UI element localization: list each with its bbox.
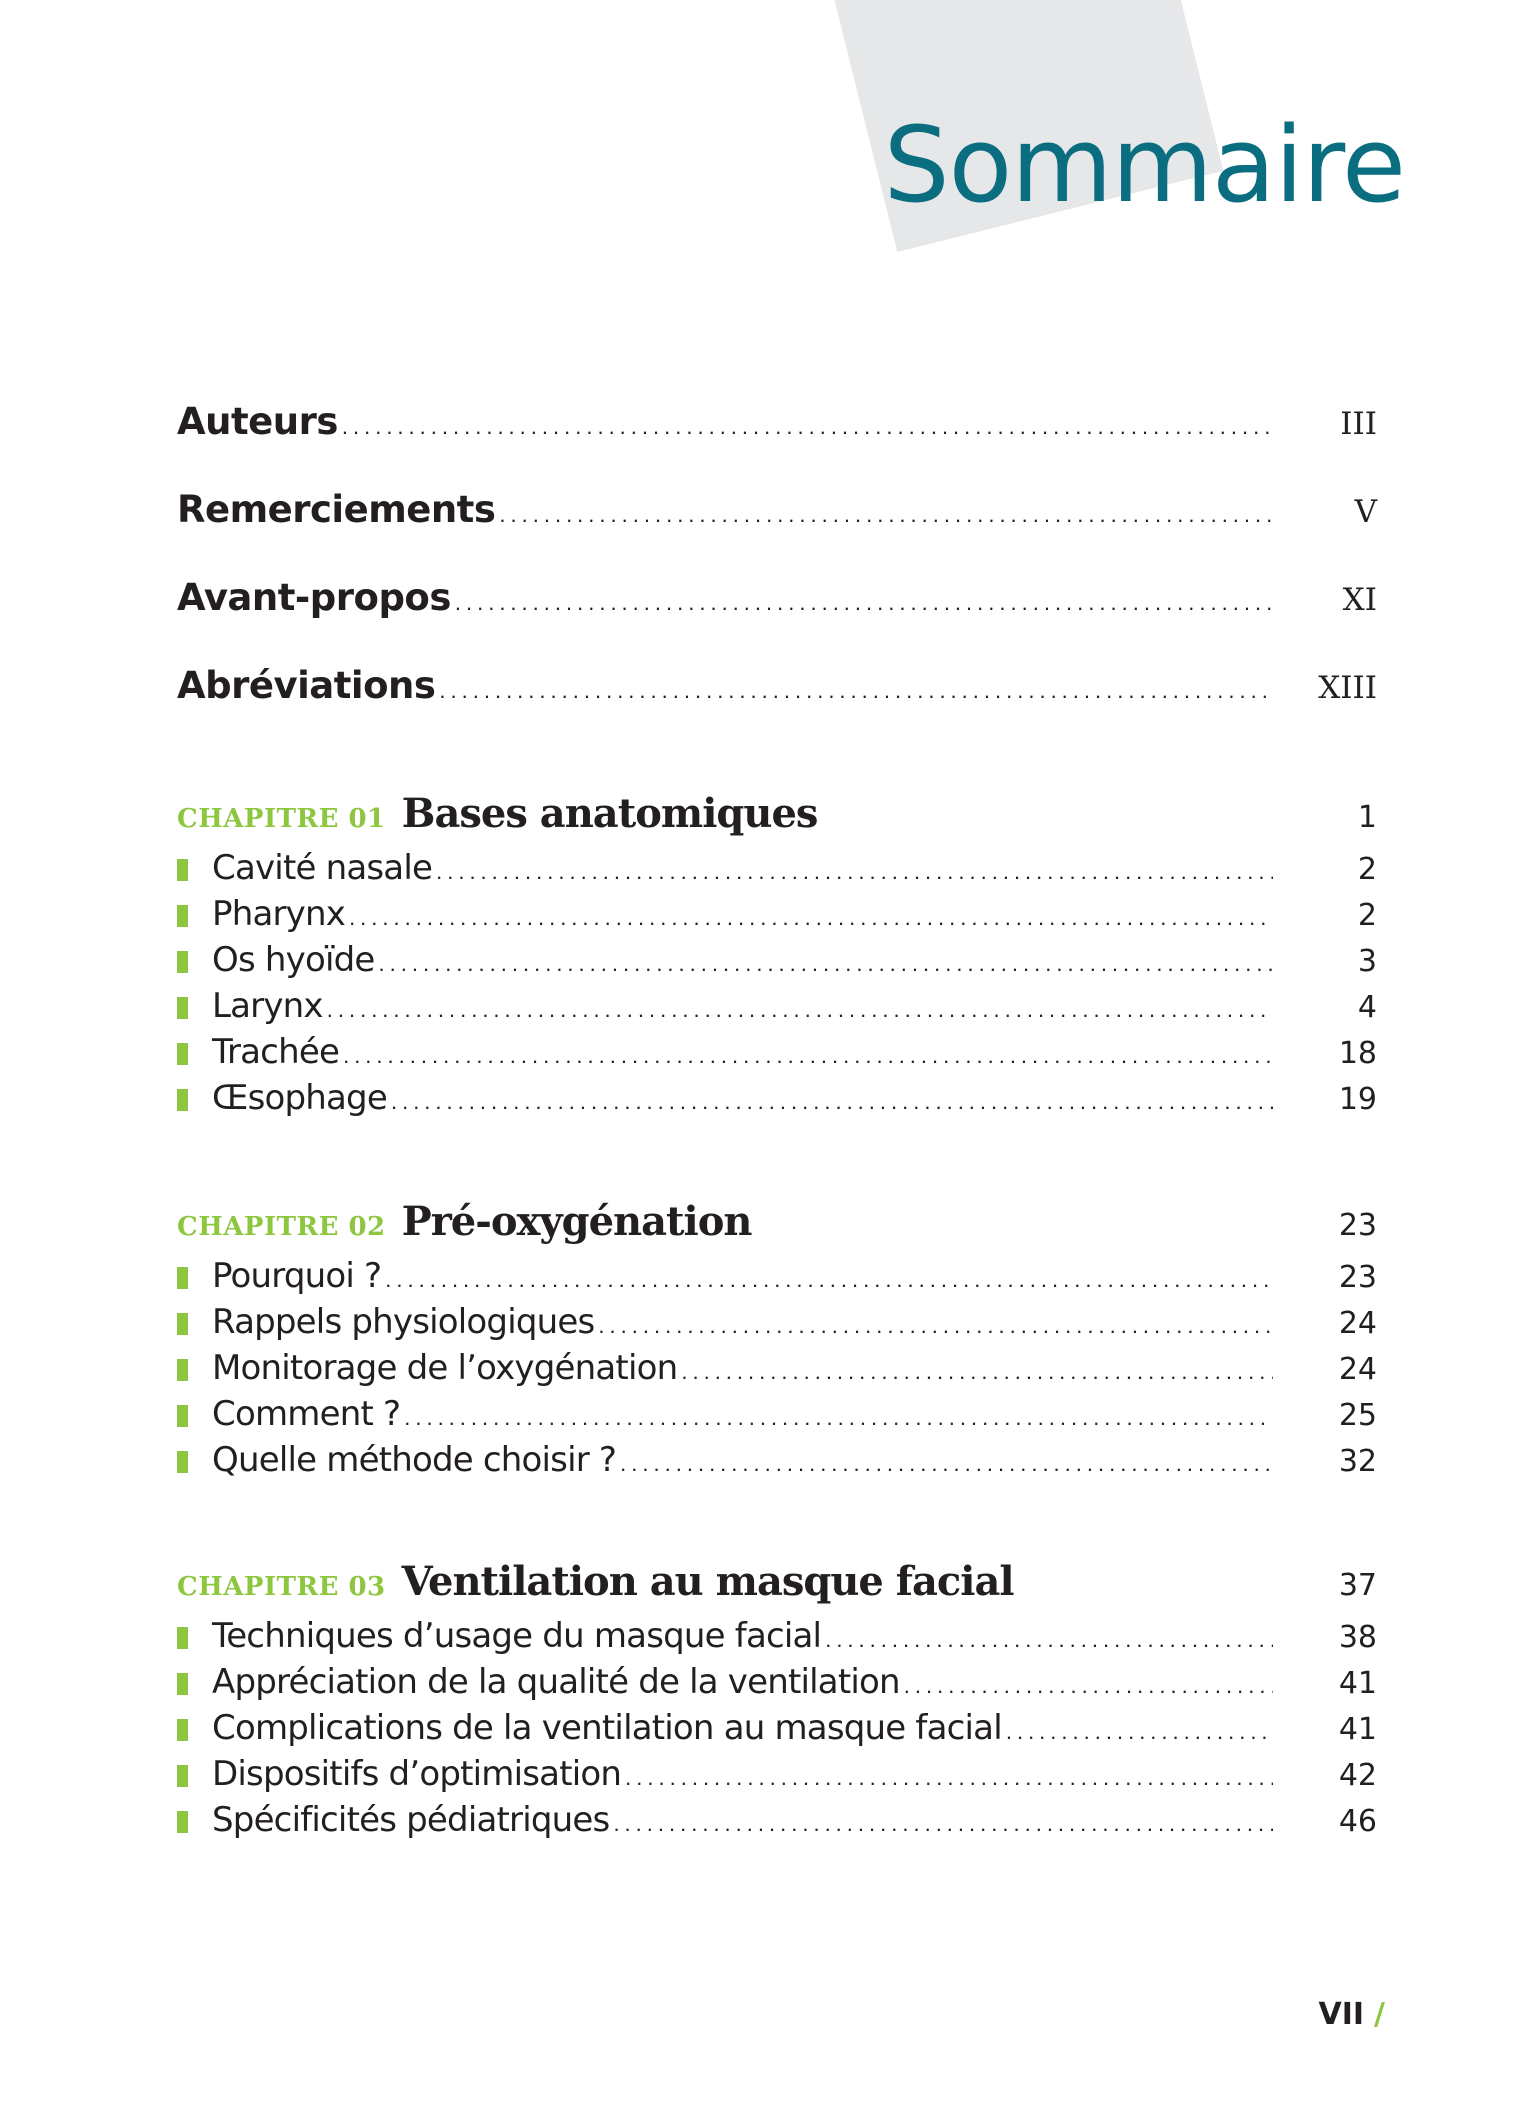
- toc-item-page: 19: [1338, 1082, 1377, 1117]
- bullet-marker: [177, 905, 188, 927]
- toc-entry-label: Auteurs: [177, 400, 338, 443]
- page-title: Sommaire: [883, 104, 1405, 226]
- toc-item-page: 42: [1338, 1758, 1377, 1793]
- bullet-marker: [177, 1719, 188, 1741]
- chapter-heading[interactable]: [177, 1558, 1377, 1616]
- chapter-01-section: [177, 790, 1377, 1124]
- chapter-page: 1: [1357, 800, 1377, 835]
- toc-item[interactable]: [177, 1302, 1377, 1348]
- bullet-marker: [177, 1043, 188, 1065]
- dot-leader: [1002, 1719, 1273, 1745]
- toc-item-label: Comment ?: [212, 1394, 401, 1434]
- chapter-03-section: [177, 1558, 1377, 1846]
- bullet-marker: [177, 1451, 188, 1473]
- toc-item-page: 4: [1357, 990, 1377, 1025]
- toc-item-label: Pharynx: [212, 894, 346, 934]
- toc-entry-page: XI: [1342, 582, 1377, 618]
- bullet-marker: [177, 1405, 188, 1427]
- dot-leader: [609, 1811, 1273, 1837]
- toc-item-page: 41: [1338, 1712, 1377, 1747]
- dot-leader: [338, 414, 1273, 440]
- bullet-marker: [177, 1359, 188, 1381]
- toc-item-page: 38: [1338, 1620, 1377, 1655]
- bullet-marker: [177, 997, 188, 1019]
- toc-item-label: Complications de la ventilation au masque facial: [212, 1708, 1002, 1748]
- dot-leader: [323, 997, 1273, 1023]
- toc-item[interactable]: [177, 1708, 1377, 1754]
- dot-leader: [616, 1451, 1273, 1477]
- chapter-number: CHAPITRE 01: [177, 804, 386, 834]
- folio-number: VII: [1318, 1997, 1365, 2032]
- chapter-title: Ventilation au masque facial: [401, 1558, 1014, 1605]
- bullet-marker: [177, 951, 188, 973]
- dot-leader: [400, 1405, 1273, 1431]
- toc-item-label: Rappels physiologiques: [212, 1302, 595, 1342]
- chapter-title: Bases anatomiques: [401, 790, 818, 837]
- toc-item-label: Techniques d’usage du masque facial: [212, 1616, 822, 1656]
- toc-item[interactable]: [177, 1032, 1377, 1078]
- toc-entry-page: III: [1340, 406, 1377, 442]
- toc-item-label: Trachée: [212, 1032, 340, 1072]
- toc-entry-auteurs[interactable]: [177, 400, 1377, 488]
- dot-leader: [451, 590, 1273, 616]
- dot-leader: [375, 951, 1273, 977]
- toc-item[interactable]: [177, 1394, 1377, 1440]
- toc-item[interactable]: [177, 940, 1377, 986]
- toc-item[interactable]: [177, 848, 1377, 894]
- toc-item[interactable]: [177, 1440, 1377, 1486]
- toc-item-page: 25: [1338, 1398, 1377, 1433]
- toc-item[interactable]: [177, 1662, 1377, 1708]
- toc-item-label: Dispositifs d’optimisation: [212, 1754, 622, 1794]
- toc-item-label: Os hyoïde: [212, 940, 375, 980]
- toc-item[interactable]: [177, 1800, 1377, 1846]
- chapter-number: CHAPITRE 02: [177, 1212, 386, 1242]
- bullet-marker: [177, 859, 188, 881]
- toc-item-label: Monitorage de l’oxygénation: [212, 1348, 678, 1388]
- toc-entry-page: V: [1354, 494, 1377, 530]
- dot-leader: [432, 859, 1273, 885]
- bullet-marker: [177, 1267, 188, 1289]
- chapter-02-section: [177, 1198, 1377, 1486]
- bullet-marker: [177, 1089, 188, 1111]
- toc-item[interactable]: [177, 1616, 1377, 1662]
- toc-item-label: Pourquoi ?: [212, 1256, 382, 1296]
- toc-entry-label: Remerciements: [177, 488, 496, 531]
- toc-item-label: Larynx: [212, 986, 323, 1026]
- toc-item[interactable]: [177, 894, 1377, 940]
- dot-leader: [345, 905, 1273, 931]
- toc-entry-label: Avant-propos: [177, 576, 451, 619]
- toc-entry-page: XIII: [1318, 670, 1377, 706]
- dot-leader: [900, 1673, 1273, 1699]
- toc-item-label: Appréciation de la qualité de la ventilation: [212, 1662, 900, 1702]
- page-folio: [1318, 1997, 1385, 2032]
- toc-item-label: Œsophage: [212, 1078, 387, 1118]
- front-matter-list: [177, 400, 1377, 752]
- toc-item-page: 2: [1357, 898, 1377, 933]
- chapter-page: 37: [1338, 1568, 1377, 1603]
- chapter-heading[interactable]: [177, 790, 1377, 848]
- toc-item-page: 2: [1357, 852, 1377, 887]
- toc-item[interactable]: [177, 1256, 1377, 1302]
- chapter-page: 23: [1338, 1208, 1377, 1243]
- dot-leader: [339, 1043, 1273, 1069]
- toc-item-page: 23: [1338, 1260, 1377, 1295]
- toc-item[interactable]: [177, 1078, 1377, 1124]
- toc-item-page: 41: [1338, 1666, 1377, 1701]
- dot-leader: [621, 1765, 1273, 1791]
- bullet-marker: [177, 1765, 188, 1787]
- chapter-title: Pré-oxygénation: [401, 1198, 752, 1245]
- dot-leader: [435, 678, 1273, 704]
- chapter-heading[interactable]: [177, 1198, 1377, 1256]
- bullet-marker: [177, 1313, 188, 1335]
- toc-item-page: 32: [1338, 1444, 1377, 1479]
- toc-entry-label: Abréviations: [177, 664, 436, 707]
- dot-leader: [821, 1627, 1273, 1653]
- folio-slash: /: [1374, 1997, 1385, 2032]
- toc-item-page: 3: [1357, 944, 1377, 979]
- toc-entry-abreviations[interactable]: [177, 664, 1377, 752]
- chapter-number: CHAPITRE 03: [177, 1572, 386, 1602]
- bullet-marker: [177, 1811, 188, 1833]
- toc-item-label: Spécificités pédiatriques: [212, 1800, 610, 1840]
- bullet-marker: [177, 1627, 188, 1649]
- dot-leader: [381, 1267, 1273, 1293]
- dot-leader: [594, 1313, 1273, 1339]
- toc-item-label: Cavité nasale: [212, 848, 433, 888]
- toc-item-label: Quelle méthode choisir ?: [212, 1440, 617, 1480]
- dot-leader: [387, 1089, 1273, 1115]
- dot-leader: [495, 502, 1273, 528]
- toc-item-page: 24: [1338, 1352, 1377, 1387]
- toc-entry-avant-propos[interactable]: [177, 576, 1377, 664]
- dot-leader: [677, 1359, 1273, 1385]
- toc-item[interactable]: [177, 986, 1377, 1032]
- toc-item-page: 18: [1338, 1036, 1377, 1071]
- bullet-marker: [177, 1673, 188, 1695]
- toc-entry-remerciements[interactable]: [177, 488, 1377, 576]
- toc-item[interactable]: [177, 1348, 1377, 1394]
- toc-item[interactable]: [177, 1754, 1377, 1800]
- toc-item-page: 46: [1338, 1804, 1377, 1839]
- toc-item-page: 24: [1338, 1306, 1377, 1341]
